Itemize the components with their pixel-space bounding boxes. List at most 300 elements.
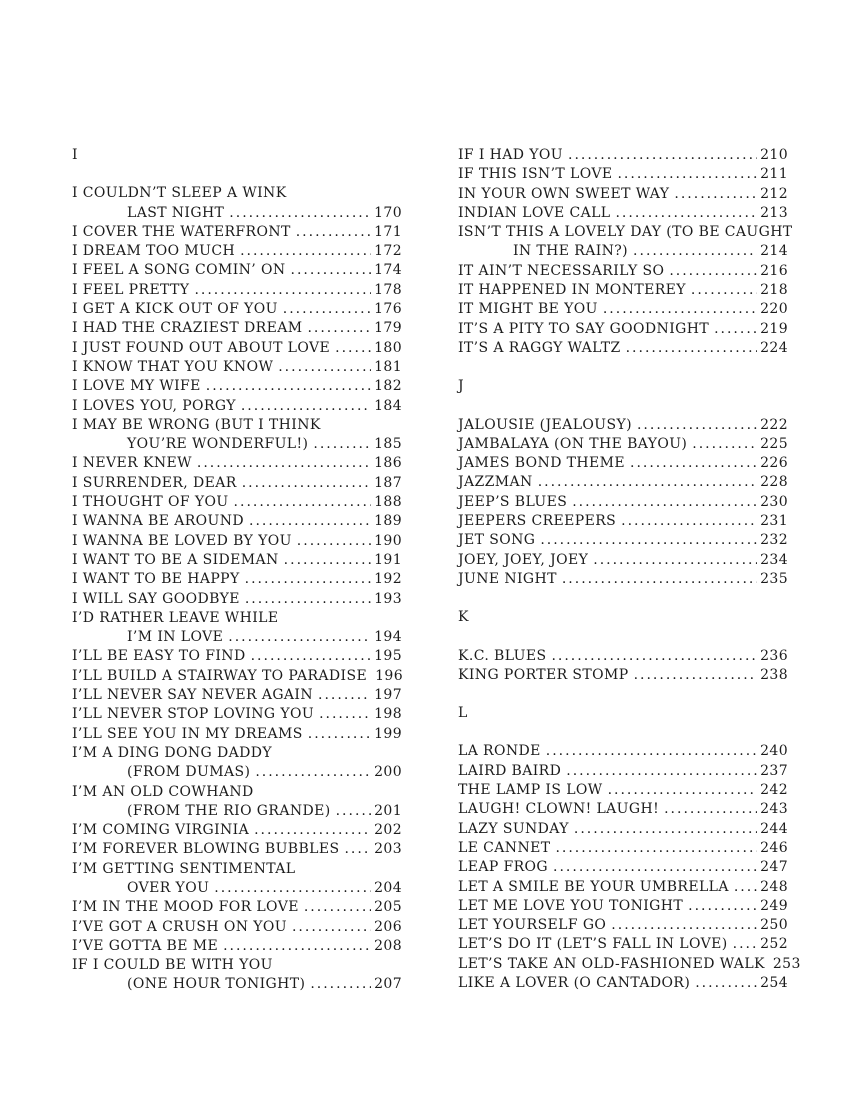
toc-entry-continuation-line [72,802,402,821]
dot-leader [626,339,757,358]
page-number: 202 [374,822,402,839]
song-title: I FEEL A SONG COMIN’ ON [72,262,286,279]
page-number: 226 [760,455,788,472]
toc-entry [72,416,402,455]
song-title: IT AIN’T NECESSARILY SO [458,262,665,279]
toc-entry-line [458,935,788,954]
song-title-continuation: (FROM DUMAS) [127,764,251,781]
page-number: 222 [760,416,788,433]
toc-entry-line [458,897,788,916]
toc-entry [72,686,402,705]
toc-entry-line [72,416,402,435]
toc-entry-line [458,955,801,974]
song-title: I NEVER KNEW [72,455,192,472]
toc-entry-line [72,397,402,416]
page-number: 225 [760,435,788,452]
dot-leader [634,666,758,685]
toc-entry-line [72,898,402,917]
dot-leader [664,800,757,819]
toc-entry [72,840,402,859]
toc-entry-continuation-line [72,204,402,223]
page-number: 248 [760,878,788,895]
song-title: I’M GETTING SENTIMENTAL [72,860,296,877]
song-title: K.C. BLUES [458,647,547,664]
song-title: I JUST FOUND OUT ABOUT LOVE [72,339,331,356]
song-title: LAZY SUNDAY [458,820,569,837]
song-title: I DREAM TOO MUCH [72,243,236,260]
page-number: 199 [374,725,402,742]
toc-entry-line [72,725,402,744]
toc-entry-line [458,762,788,781]
song-title-continuation: LAST NIGHT [127,204,225,221]
toc-entry-line [458,512,788,531]
toc-entry [458,858,788,877]
toc-entry [72,454,402,473]
song-title: I WANNA BE AROUND [72,513,245,530]
song-title: JEEPERS CREEPERS [458,513,617,530]
dot-leader [674,185,757,204]
page-number: 208 [374,937,402,954]
song-title: LET ME LOVE YOU TONIGHT [458,897,684,914]
song-title: IF THIS ISN’T LOVE [458,166,613,183]
toc-entry-line [458,974,788,993]
page-number: 210 [760,147,788,163]
toc-entry [72,570,402,589]
page-number: 219 [760,320,788,337]
toc-entry-line [72,860,402,879]
toc-entry [72,532,402,551]
page-number: 204 [374,879,402,896]
dot-leader [630,454,757,473]
song-title: LET YOURSELF GO [458,917,607,934]
dot-leader [633,242,757,261]
toc-entry-line [72,281,402,300]
dot-leader [691,281,757,300]
dot-leader [297,532,371,551]
toc-entry [72,725,402,744]
dot-leader [733,935,757,954]
toc-entry-line [458,281,788,300]
toc-entry-line [72,937,402,956]
page-number: 213 [760,204,788,221]
page-number: 178 [374,281,402,298]
page-number: 230 [760,493,788,510]
dot-leader [611,916,757,935]
song-title: I LOVES YOU, PORGY [72,397,236,414]
toc-entry [458,955,801,974]
dot-leader [608,781,758,800]
toc-entry [72,397,402,416]
dot-leader [308,725,371,744]
toc-entry [458,531,788,550]
toc-entry [72,860,402,899]
dot-leader [255,763,371,782]
page-number: 240 [760,743,788,760]
song-title: I HAD THE CRAZIEST DREAM [72,320,303,337]
toc-entry-line [458,878,788,897]
dot-leader [637,416,757,435]
song-title: LET’S TAKE AN OLD-FASHIONED WALK [458,955,765,972]
toc-entry-line [458,223,793,242]
dot-leader [251,647,371,666]
page-number: 246 [760,839,788,856]
toc-entry-line [72,551,402,570]
song-title-continuation: YOU’RE WONDERFUL!) [127,436,309,453]
dot-leader [562,570,757,589]
dot-leader [229,204,371,223]
section-header-i: I [72,147,78,163]
page-number: 201 [374,802,402,819]
toc-entry [458,916,788,935]
song-title-continuation: (ONE HOUR TONIGHT) [127,976,306,993]
toc-entry [458,204,788,223]
song-title: IT’S A RAGGY WALTZ [458,339,621,356]
page-number: 188 [374,494,402,511]
toc-entry [458,666,788,685]
page-number: 212 [760,185,788,202]
toc-entry [458,416,788,435]
song-title: KING PORTER STOMP [458,666,629,683]
toc-entry [458,647,788,666]
toc-entry-line [72,242,402,261]
dot-leader [284,551,371,570]
toc-entry-line [72,609,402,628]
song-title: I WANNA BE LOVED BY YOU [72,532,292,549]
section-header-k: K [458,609,469,626]
page-number: 170 [374,204,402,221]
toc-entry [72,956,402,995]
page-number: 203 [374,841,402,858]
song-title-continuation: I’M IN LOVE [127,629,224,646]
song-title: I’LL NEVER SAY NEVER AGAIN [72,687,314,704]
song-title: I’LL BE EASY TO FIND [72,648,246,665]
dot-leader [249,512,371,531]
toc-entry-line [458,858,788,877]
toc-entry [458,781,788,800]
dot-leader [551,647,757,666]
toc-entry-line [458,493,788,512]
song-title: LE CANNET [458,839,551,856]
toc-entry [458,435,788,454]
toc-entry [72,377,402,396]
toc-entry [72,300,402,319]
dot-leader [318,686,371,705]
toc-entry-line [72,261,402,280]
toc-entry-line [72,358,402,377]
song-title: I LOVE MY WIFE [72,378,201,395]
toc-entry [458,570,788,589]
dot-leader [307,319,371,338]
dot-leader [278,358,371,377]
toc-entry-line [458,820,788,839]
song-title-continuation: IN THE RAIN?) [513,243,629,260]
toc-entry-continuation-line [72,763,402,782]
song-title: JOEY, JOEY, JOEY [458,551,589,568]
song-title: I’M COMING VIRGINIA [72,822,250,839]
toc-entry-line [458,320,788,339]
toc-entry-line [72,339,402,358]
dot-leader [540,531,757,550]
toc-entry [72,667,402,686]
page-number: 247 [760,859,788,876]
toc-entry-line [72,474,402,493]
toc-entry [72,937,402,956]
song-title: I COULDN’T SLEEP A WINK [72,185,287,202]
toc-entry [458,223,793,262]
toc-entry-line [458,300,788,319]
toc-entry-line [72,570,402,589]
toc-entry [72,821,402,840]
page-number: 180 [374,339,402,356]
page-number: 206 [374,918,402,935]
toc-entry [458,185,788,204]
toc-entry [458,839,788,858]
toc-entry-line [72,300,402,319]
page-number: 235 [760,570,788,587]
toc-entry-line [72,454,402,473]
toc-entry-line [72,590,402,609]
toc-entry-line [72,667,402,686]
song-title: I’LL BUILD A STAIRWAY TO PARADISE [72,667,368,684]
song-title: I GET A KICK OUT OF YOU [72,301,278,318]
toc-entry-line [458,551,788,570]
page-number: 198 [374,706,402,723]
toc-entry-line [458,781,788,800]
dot-leader [335,339,371,358]
toc-entry-line [72,686,402,705]
page-number: 190 [374,532,402,549]
song-title: I’D RATHER LEAVE WHILE [72,609,279,626]
toc-entry [72,339,402,358]
toc-column-right [458,146,801,993]
toc-entry-line [458,839,788,858]
dot-leader [194,281,371,300]
dot-leader [615,204,757,223]
song-title: IT’S A PITY TO SAY GOODNIGHT [458,320,710,337]
dot-leader [538,473,757,492]
toc-entry [72,918,402,937]
toc-entry [458,320,788,339]
page-number: 214 [760,243,788,260]
song-title: LEAP FROG [458,859,549,876]
toc-entry [72,319,402,338]
dot-leader [553,858,757,877]
toc-entry-line [72,744,402,763]
page-number: 207 [374,976,402,993]
dot-leader [254,821,371,840]
toc-entry [72,281,402,300]
song-title: I KNOW THAT YOU KNOW [72,358,274,375]
song-title: JALOUSIE (JEALOUSY) [458,416,632,433]
song-title: I SURRENDER, DEAR [72,474,237,491]
page-number: 187 [374,474,402,491]
page-number: 224 [760,339,788,356]
song-title: I’VE GOT A CRUSH ON YOU [72,918,287,935]
song-title: JAMBALAYA (ON THE BAYOU) [458,435,688,452]
song-title: LAUGH! CLOWN! LAUGH! [458,801,660,818]
song-title: LA RONDE [458,743,541,760]
toc-entry-line [458,916,788,935]
toc-entry-line [72,512,402,531]
toc-entry-continuation-line [72,628,402,647]
toc-entry [458,820,788,839]
toc-entry-line [72,821,402,840]
section-header-j: J [458,378,465,395]
page-number: 200 [374,764,402,781]
toc-entry-line [72,493,402,512]
toc-entry [72,590,402,609]
page-number: 176 [374,301,402,318]
song-title: IF I COULD BE WITH YOU [72,957,273,974]
dot-leader [313,435,371,454]
toc-entry-line [458,531,788,550]
toc-entry-line [458,800,788,819]
song-title: INDIAN LOVE CALL [458,204,611,221]
toc-entry-line [72,918,402,937]
song-title: IN YOUR OWN SWEET WAY [458,185,670,202]
song-title: I’LL SEE YOU IN MY DREAMS [72,725,303,742]
song-title: IT HAPPENED IN MONTEREY [458,282,686,299]
song-title: I WILL SAY GOODBYE [72,590,240,607]
toc-entry-line [458,416,788,435]
toc-entry [458,262,788,281]
toc-entry [458,146,788,165]
toc-entry-line [458,570,788,589]
toc-entry [458,512,788,531]
toc-entry [72,493,402,512]
song-title: I COVER THE WATERFRONT [72,223,291,240]
song-title: LET’S DO IT (LET’S FALL IN LOVE) [458,936,728,953]
song-title: I WANT TO BE A SIDEMAN [72,551,279,568]
dot-leader [692,435,757,454]
toc-entry [72,223,402,242]
page-number: 195 [374,648,402,665]
dot-leader [240,242,371,261]
dot-leader [336,802,371,821]
toc-entry-line [72,840,402,859]
toc-entry [72,184,402,223]
song-title: IF I HAD YOU [458,147,563,163]
song-title: JET SONG [458,532,536,549]
page-number: 171 [374,223,402,240]
page-number: 236 [760,647,788,664]
toc-entry-line [458,146,788,165]
page-number: 231 [760,513,788,530]
toc-entry [72,261,402,280]
dot-leader [245,570,371,589]
toc-entry [72,744,402,783]
toc-entry-line [458,262,788,281]
page-number: 211 [760,166,788,183]
song-title: JAMES BOND THEME [458,455,625,472]
song-title: I’VE GOTTA BE ME [72,937,219,954]
song-title: LET A SMILE BE YOUR UMBRELLA [458,878,729,895]
song-title: I FEEL PRETTY [72,281,190,298]
page-number: 194 [374,629,402,646]
toc-entry [458,493,788,512]
song-title: I’M A DING DONG DADDY [72,744,272,761]
toc-entry [72,358,402,377]
song-title: JEEP’S BLUES [458,493,568,510]
toc-entry [458,800,788,819]
toc-entry-line [458,165,788,184]
dot-leader [734,878,757,897]
page-number: 172 [374,243,402,260]
page-number: 181 [374,358,402,375]
dot-leader [546,742,757,761]
song-title-continuation: (FROM THE RIO GRANDE) [127,802,331,819]
toc-entry [72,783,402,822]
page-number: 216 [760,262,788,279]
dot-leader [242,474,371,493]
toc-entry [458,974,788,993]
page-number: 191 [374,551,402,568]
toc-entry [458,878,788,897]
dot-leader [572,493,757,512]
toc-entry [72,647,402,666]
song-title: LIKE A LOVER (O CANTADOR) [458,974,691,991]
toc-entry-line [458,454,788,473]
toc-entry [458,339,788,358]
page-number: 237 [760,762,788,779]
section-header-l: L [458,705,468,722]
page-number: 193 [374,590,402,607]
toc-entry [458,742,788,761]
toc-entry-line [458,647,788,666]
toc-entry-line [72,184,402,203]
toc-entry-line [458,473,788,492]
page-number: 250 [760,917,788,934]
page-number: 242 [760,782,788,799]
dot-leader [617,165,757,184]
song-title: I WANT TO BE HAPPY [72,571,240,588]
toc-entry [72,512,402,531]
page-number: 218 [760,282,788,299]
dot-leader [695,974,757,993]
page-number: 220 [760,301,788,318]
dot-leader [234,493,372,512]
toc-column-left [72,146,402,995]
toc-entry-line [458,204,788,223]
toc-entry [458,897,788,916]
toc-entry-line [458,339,788,358]
toc-entry-line [72,377,402,396]
toc-entry-line [458,742,788,761]
toc-entry-line [72,705,402,724]
dot-leader [245,590,371,609]
toc-entry-continuation-line [458,242,788,261]
toc-entry [72,898,402,917]
page-number: 244 [760,820,788,837]
dot-leader [241,397,371,416]
dot-leader [283,300,371,319]
toc-entry-line [458,666,788,685]
page-number: 179 [374,320,402,337]
dot-leader [574,820,757,839]
toc-entry-continuation-line [72,435,402,454]
toc-entry [72,609,402,648]
dot-leader [214,879,371,898]
toc-entry-line [458,185,788,204]
toc-entry [72,551,402,570]
page-number: 253 [772,955,801,972]
song-title: I’M FOREVER BLOWING BUBBLES [72,841,340,858]
page-number: 232 [760,532,788,549]
song-title: THE LAMP IS LOW [458,782,603,799]
song-title: LAIRD BAIRD [458,762,562,779]
dot-leader [344,840,371,859]
dot-leader [688,897,757,916]
